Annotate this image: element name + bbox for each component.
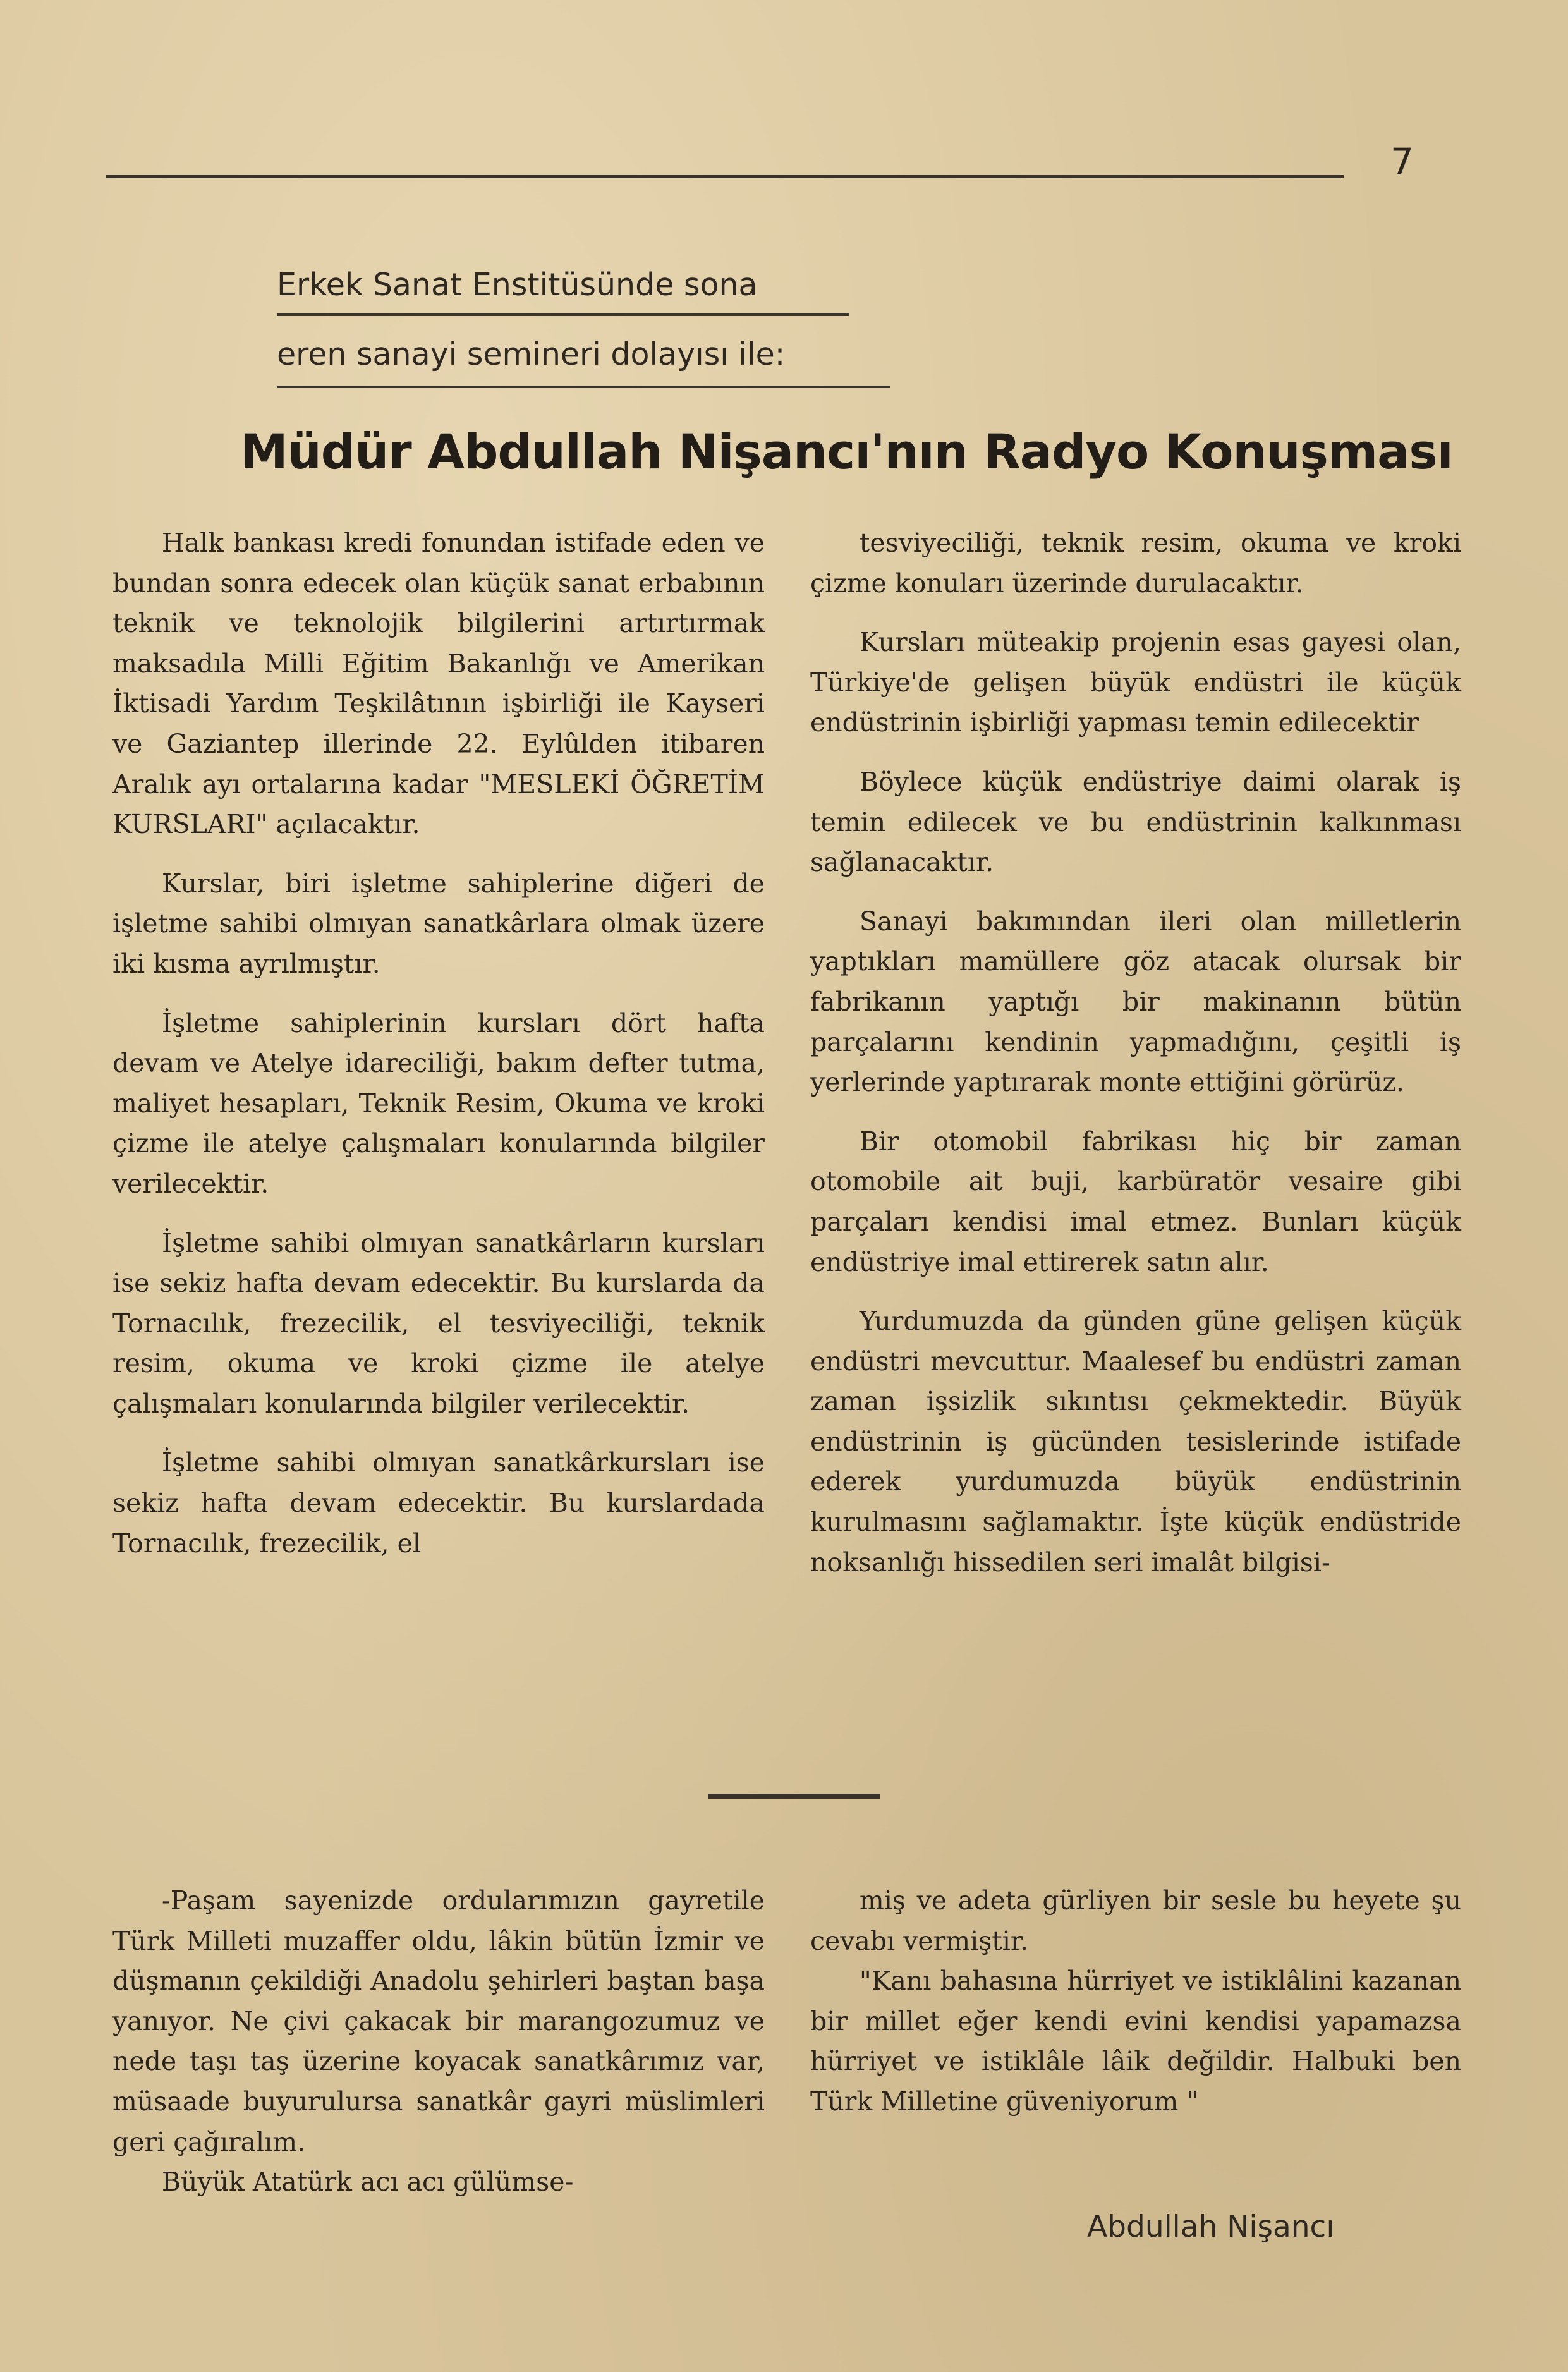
signature: Abdullah Nişancı — [1087, 2210, 1335, 2244]
subtitle-underline-2 — [277, 386, 890, 388]
article-column-left — [112, 523, 765, 1583]
subtitle-underline-1 — [277, 313, 849, 316]
paragraph: Böylece küçük endüstriye daimi olarak iş temin edilecek ve bu endüstrinin kalkınması sağlanacaktır. — [810, 766, 1461, 878]
paragraph: tesviyeciliği, teknik resim, okuma ve kroki çizme konuları üzerinde durulacaktır. — [810, 528, 1461, 599]
paragraph: İşletme sahibi olmıyan sanatkârkursları ise sekiz hafta devam edecektir. Bu kurslardada Tornacılık, frezecilik, el — [112, 1447, 765, 1559]
header-rule — [106, 175, 1344, 178]
section-divider — [708, 1794, 880, 1799]
paragraph: Kurslar, biri işletme sahiplerine diğeri de işletme sahibi olmıyan sanatkârlara olmak üzere iki kısma ayrılmıştır. — [112, 868, 765, 979]
paragraph: Yurdumuzda da günden güne gelişen küçük endüstri mevcuttur. Maalesef bu endüstri zaman zaman işsizlik sıkıntısı çekmektedir. Büyük endüstrinin iş gücünden tesislerinde istifade ederek yurdumuzda büyük endüstrinin kurulmasını sağlamaktır. İşte küçük endüstride noksanlığı hissedilen seri imalât bilgisi- — [810, 1306, 1461, 1578]
page-number: 7 — [1390, 140, 1414, 183]
paragraph: Sanayi bakımından ileri olan milletlerin yaptıkları mamüllere göz atacak olursak bir fabrikanın yaptığı bir makinanın bütün parçalarını kendinin yapmadığını, çeşitli iş yerlerinde yaptırarak monte ettiğini görürüz. — [810, 906, 1461, 1098]
paragraph: Bir otomobil fabrikası hiç bir zaman otomobile ait buji, karbüratör vesaire gibi parçaları kendisi imal etmez. Bunları küçük endüstriye imal ettirerek satın alır. — [810, 1126, 1461, 1277]
paragraph: İşletme sahibi olmıyan sanatkârların kursları ise sekiz hafta devam edecektir. Bu kurslarda da Tornacılık, frezecilik, el tesviyeciliği, teknik resim, okuma ve kroki çizme ile atelye çalışmaları konularında bilgiler verilecektir. — [112, 1227, 765, 1419]
paragraph: -Paşam sayenizde ordularımızın gayretile Türk Milleti muzaffer oldu, lâkin bütün İzmir ve düşmanın çekildiği Anadolu şehirleri baştan başa yanıyor. Ne çivi çakacak bir marangozumuz ve nede taşı taş üzerine koyacak sanatkârımız var, müsaade buyurulursa sanatkâr gayri müslimleri geri çağıralım. — [112, 1885, 765, 2157]
paragraph: Kursları müteakip projenin esas gayesi olan, Türkiye'de gelişen büyük endüstri ile küçük endüstrinin işbirliği yapması temin edilecektir — [810, 627, 1461, 738]
subtitle-line-1: Erkek Sanat Enstitüsünde sona — [277, 267, 758, 303]
quote-column-right — [810, 1881, 1461, 2122]
paragraph: Halk bankası kredi fonundan istifade eden ve bundan sonra edecek olan küçük sanat erbabının teknik ve teknolojik bilgilerini artırtırmak maksadıla Milli Eğitim Bakanlığı ve Amerikan İktisadi Yardım Teşkilâtının işbirliği ile Kayseri ve Gaziantep illerinde 22. Eylûlden itibaren Aralık ayı ortalarına kadar "MESLEKİ ÖĞRETİM KURSLARI" açılacaktır. — [112, 528, 765, 840]
subtitle-line-2: eren sanayi semineri dolayısı ile: — [277, 336, 786, 372]
paragraph: miş ve adeta gürliyen bir sesle bu heyete şu cevabı vermiştir. — [810, 1885, 1461, 1956]
headline: Müdür Abdullah Nişancı'nın Radyo Konuşması — [240, 423, 1453, 480]
paragraph: Büyük Atatürk acı acı gülümse- — [161, 2167, 574, 2198]
paragraph: "Kanı bahasına hürriyet ve istiklâlini kazanan bir millet eğer kendi evini kendisi yapamazsa hürriyet ve istiklâle lâik değildir. Halbuki ben Türk Milletine güveniyorum " — [810, 1966, 1461, 2117]
quote-column-left — [112, 1881, 765, 2203]
article-column-right — [810, 523, 1461, 1602]
paragraph: İşletme sahiplerinin kursları dört hafta devam ve Atelye idareciliği, bakım defter tutma, maliyet hesapları, Teknik Resim, Okuma ve kroki çizme ile atelye çalışmaları konularında bilgiler verilecektir. — [112, 1007, 765, 1199]
